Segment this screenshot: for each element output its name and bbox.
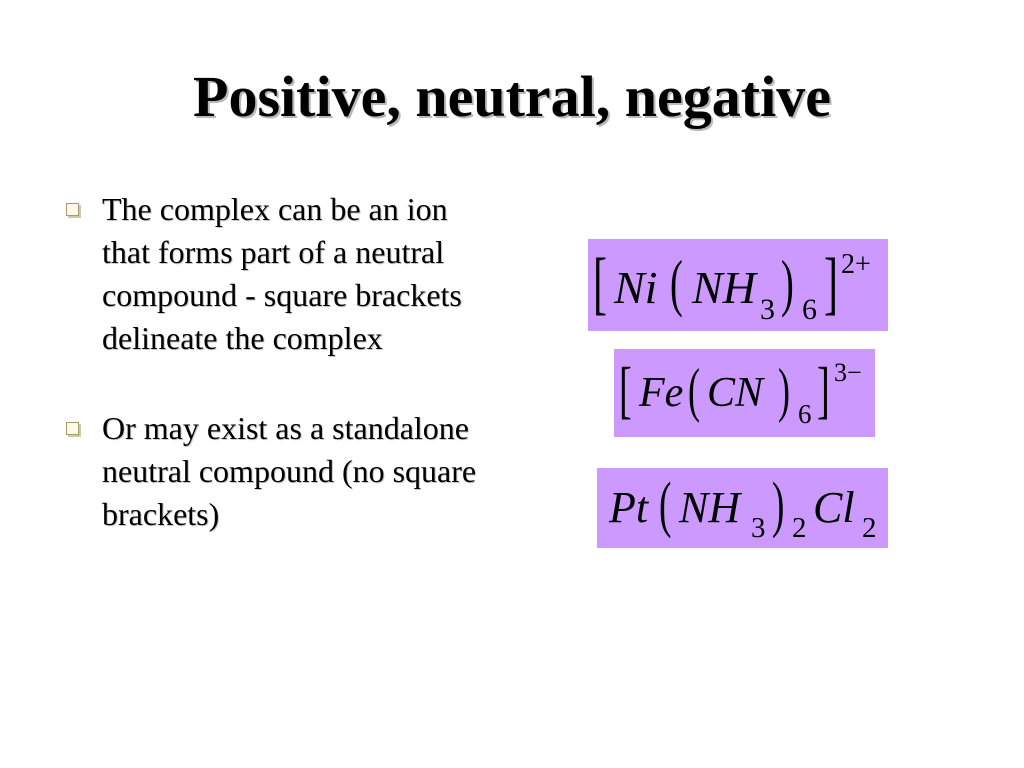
bullet-item-neutral [62,407,482,536]
formula-charge: 2+ [841,249,871,280]
square-bullet-icon [66,422,79,435]
formula-count: 6 [798,399,812,429]
formula-count: 2 [792,512,807,544]
slide-title: Positive, neutral, negative [193,64,831,129]
formula-metal: Pt [609,483,649,532]
bullet-list [62,188,482,536]
formula-count: 6 [802,293,817,326]
formula-ligand: CN [707,370,764,416]
open-square-bracket: [ [593,245,607,322]
open-square-bracket: [ [619,354,632,425]
close-paren: ) [778,357,790,423]
open-paren: ( [670,247,683,318]
open-paren: ( [688,357,700,423]
square-bullet-icon [66,203,79,216]
formula-counter-ion: Cl [813,483,855,532]
formula-ligand: NH [692,262,756,313]
formula-counter-ion-subscript: 2 [862,512,877,544]
formula-metal: Fe [639,370,684,416]
close-square-bracket: ] [817,354,830,425]
bullet-text-ion: The complex can be an ion that forms part of a neutral compound - square brackets delineate the complex [102,191,462,356]
formula-ligand: NH [679,483,741,532]
close-paren: ) [772,471,785,539]
formula-ligand-subscript: 3 [751,512,766,544]
open-paren: ( [659,471,672,539]
formula-metal: Ni [614,262,658,313]
formula-cisplatin [597,468,888,548]
close-paren: ) [781,247,794,318]
bullet-item-ion [62,188,482,360]
bullet-text-neutral: Or may exist as a standalone neutral compound (no square brackets) [102,410,477,532]
formula-iron-cyanide [614,349,875,437]
formula-nickel-ammine [588,239,888,331]
formula-ligand-subscript: 3 [760,293,775,326]
formula-charge: 3− [834,358,862,387]
close-square-bracket: ] [824,245,838,322]
